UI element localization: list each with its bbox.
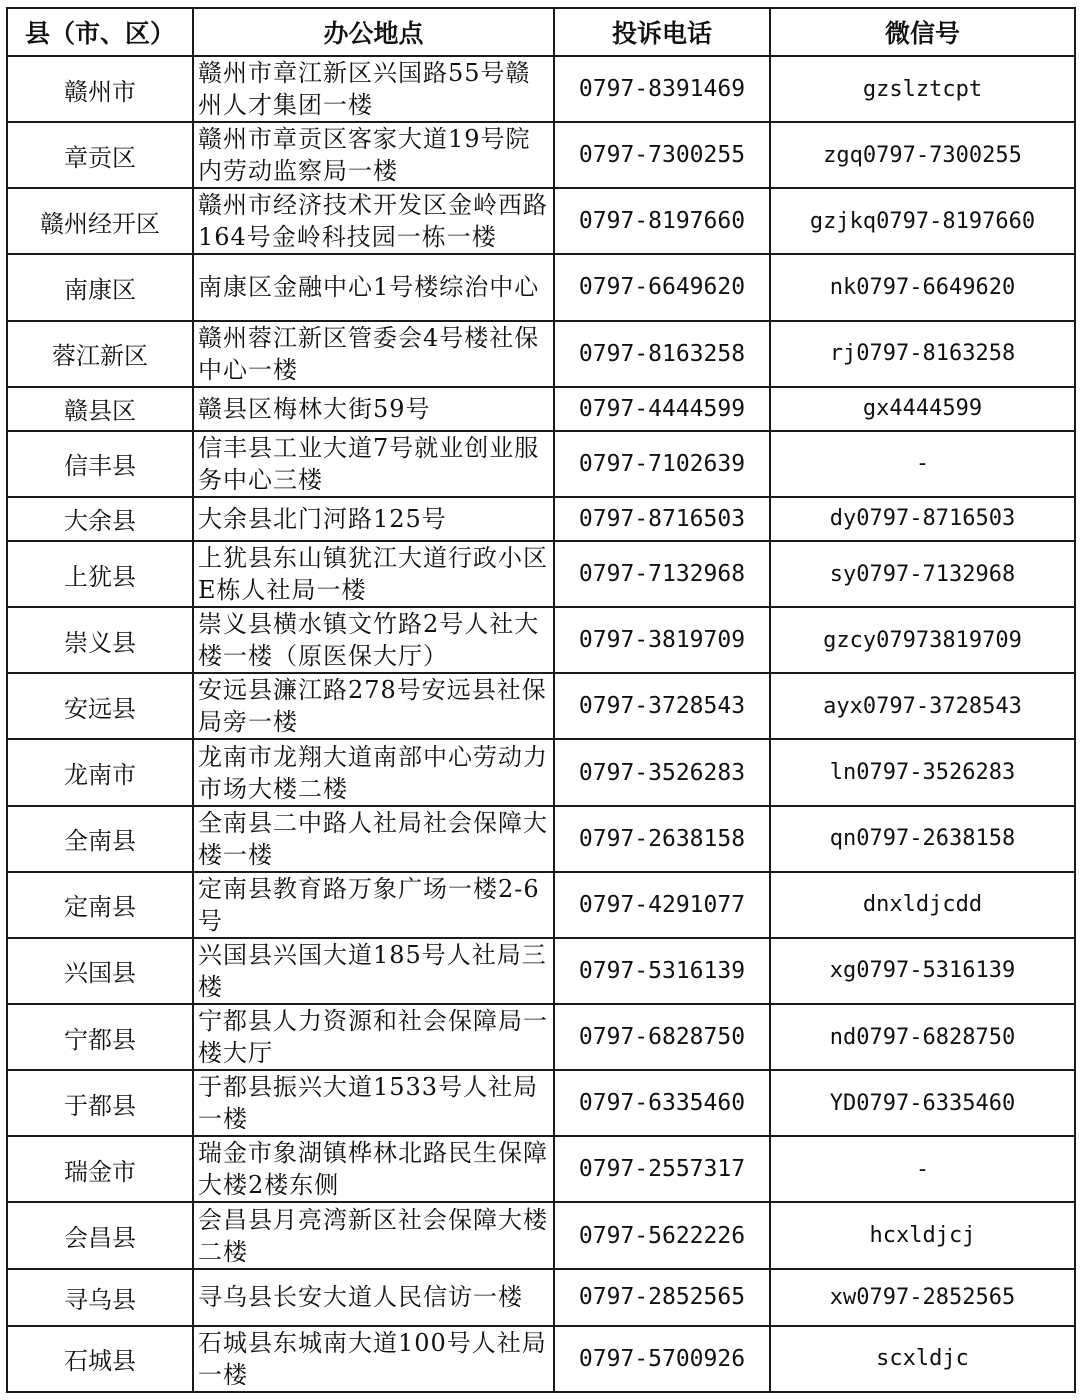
phone-cell: 0797-8716503: [554, 497, 770, 541]
phone-cell: 0797-6335460: [554, 1070, 770, 1136]
address-cell: 赣州市章江新区兴国路55号赣州人才集团一楼: [193, 56, 554, 122]
county-cell: 全南县: [7, 806, 193, 872]
wechat-cell: ayx0797-3728543: [770, 673, 1075, 739]
phone-cell: 0797-3819709: [554, 607, 770, 673]
phone-cell: 0797-7132968: [554, 541, 770, 607]
county-cell: 崇义县: [7, 607, 193, 673]
address-cell: 会昌县月亮湾新区社会保障大楼二楼: [193, 1202, 554, 1268]
wechat-cell: gzslztcpt: [770, 56, 1075, 122]
phone-cell: 0797-6649620: [554, 254, 770, 320]
phone-cell: 0797-5700926: [554, 1326, 770, 1392]
phone-cell: 0797-7102639: [554, 431, 770, 497]
county-cell: 龙南市: [7, 739, 193, 805]
table-row: [7, 872, 1075, 938]
phone-cell: 0797-4291077: [554, 872, 770, 938]
county-cell: 赣州市: [7, 56, 193, 122]
wechat-cell: qn0797-2638158: [770, 806, 1075, 872]
table-row: [7, 254, 1075, 320]
wechat-cell: hcxldjcj: [770, 1202, 1075, 1268]
table-row: [7, 739, 1075, 805]
wechat-cell: xg0797-5316139: [770, 938, 1075, 1004]
wechat-cell: rj0797-8163258: [770, 321, 1075, 387]
county-cell: 南康区: [7, 254, 193, 320]
address-cell: 瑞金市象湖镇桦林北路民生保障大楼2楼东侧: [193, 1136, 554, 1202]
table-row: [7, 806, 1075, 872]
county-cell: 赣州经开区: [7, 188, 193, 254]
address-cell: 大余县北门河路125号: [193, 497, 554, 541]
address-cell: 宁都县人力资源和社会保障局一楼大厅: [193, 1004, 554, 1070]
phone-cell: 0797-8391469: [554, 56, 770, 122]
address-cell: 定南县教育路万象广场一楼2-6号: [193, 872, 554, 938]
table-row: [7, 607, 1075, 673]
county-cell: 赣县区: [7, 387, 193, 431]
address-cell: 赣州市章贡区客家大道19号院内劳动监察局一楼: [193, 122, 554, 188]
phone-cell: 0797-8163258: [554, 321, 770, 387]
header-phone: 投诉电话: [554, 8, 770, 56]
table-row: [7, 1269, 1075, 1326]
table-row: [7, 1004, 1075, 1070]
address-cell: 全南县二中路人社局社会保障大楼一楼: [193, 806, 554, 872]
wechat-cell: gx4444599: [770, 387, 1075, 431]
header-wechat: 微信号: [770, 8, 1075, 56]
phone-cell: 0797-6828750: [554, 1004, 770, 1070]
table-row: [7, 387, 1075, 431]
phone-cell: 0797-2557317: [554, 1136, 770, 1202]
table-row: [7, 541, 1075, 607]
phone-cell: 0797-7300255: [554, 122, 770, 188]
table-row: [7, 1202, 1075, 1268]
wechat-cell: ln0797-3526283: [770, 739, 1075, 805]
table-row: [7, 497, 1075, 541]
table-row: [7, 188, 1075, 254]
header-county: 县（市、区）: [7, 8, 193, 56]
address-cell: 龙南市龙翔大道南部中心劳动力市场大楼二楼: [193, 739, 554, 805]
county-cell: 定南县: [7, 872, 193, 938]
table-row: [7, 122, 1075, 188]
county-cell: 瑞金市: [7, 1136, 193, 1202]
county-cell: 上犹县: [7, 541, 193, 607]
header-address: 办公地点: [193, 8, 554, 56]
address-cell: 崇义县横水镇文竹路2号人社大楼一楼（原医保大厅）: [193, 607, 554, 673]
address-cell: 信丰县工业大道7号就业创业服务中心三楼: [193, 431, 554, 497]
address-cell: 安远县濂江路278号安远县社保局旁一楼: [193, 673, 554, 739]
county-cell: 寻乌县: [7, 1269, 193, 1326]
phone-cell: 0797-2852565: [554, 1269, 770, 1326]
wechat-cell: sy0797-7132968: [770, 541, 1075, 607]
county-cell: 大余县: [7, 497, 193, 541]
phone-cell: 0797-3728543: [554, 673, 770, 739]
county-cell: 蓉江新区: [7, 321, 193, 387]
wechat-cell: nk0797-6649620: [770, 254, 1075, 320]
phone-cell: 0797-8197660: [554, 188, 770, 254]
table-row: [7, 1326, 1075, 1392]
header-row: [7, 8, 1075, 56]
address-cell: 于都县振兴大道1533号人社局一楼: [193, 1070, 554, 1136]
wechat-cell: xw0797-2852565: [770, 1269, 1075, 1326]
wechat-cell: scxldjc: [770, 1326, 1075, 1392]
table-row: [7, 56, 1075, 122]
address-cell: 寻乌县长安大道人民信访一楼: [193, 1269, 554, 1326]
county-cell: 宁都县: [7, 1004, 193, 1070]
table-row: [7, 1136, 1075, 1202]
phone-cell: 0797-2638158: [554, 806, 770, 872]
county-cell: 安远县: [7, 673, 193, 739]
county-cell: 石城县: [7, 1326, 193, 1392]
table-row: [7, 938, 1075, 1004]
address-cell: 赣州市经济技术开发区金岭西路164号金岭科技园一栋一楼: [193, 188, 554, 254]
wechat-cell: -: [770, 431, 1075, 497]
table-row: [7, 321, 1075, 387]
address-cell: 石城县东城南大道100号人社局一楼: [193, 1326, 554, 1392]
wechat-cell: dnxldjcdd: [770, 872, 1075, 938]
address-cell: 兴国县兴国大道185号人社局三楼: [193, 938, 554, 1004]
wechat-cell: YD0797-6335460: [770, 1070, 1075, 1136]
address-cell: 上犹县东山镇犹江大道行政小区E栋人社局一楼: [193, 541, 554, 607]
table-row: [7, 1070, 1075, 1136]
wechat-cell: -: [770, 1136, 1075, 1202]
phone-cell: 0797-3526283: [554, 739, 770, 805]
phone-cell: 0797-5622226: [554, 1202, 770, 1268]
address-cell: 赣州蓉江新区管委会4号楼社保中心一楼: [193, 321, 554, 387]
county-cell: 章贡区: [7, 122, 193, 188]
wechat-cell: gzjkq0797-8197660: [770, 188, 1075, 254]
complaint-office-table: [6, 7, 1076, 1393]
county-cell: 信丰县: [7, 431, 193, 497]
county-cell: 于都县: [7, 1070, 193, 1136]
wechat-cell: dy0797-8716503: [770, 497, 1075, 541]
address-cell: 南康区金融中心1号楼综治中心: [193, 254, 554, 320]
address-cell: 赣县区梅林大街59号: [193, 387, 554, 431]
table-row: [7, 431, 1075, 497]
county-cell: 会昌县: [7, 1202, 193, 1268]
wechat-cell: zgq0797-7300255: [770, 122, 1075, 188]
wechat-cell: gzcy07973819709: [770, 607, 1075, 673]
phone-cell: 0797-5316139: [554, 938, 770, 1004]
wechat-cell: nd0797-6828750: [770, 1004, 1075, 1070]
table-row: [7, 673, 1075, 739]
phone-cell: 0797-4444599: [554, 387, 770, 431]
county-cell: 兴国县: [7, 938, 193, 1004]
